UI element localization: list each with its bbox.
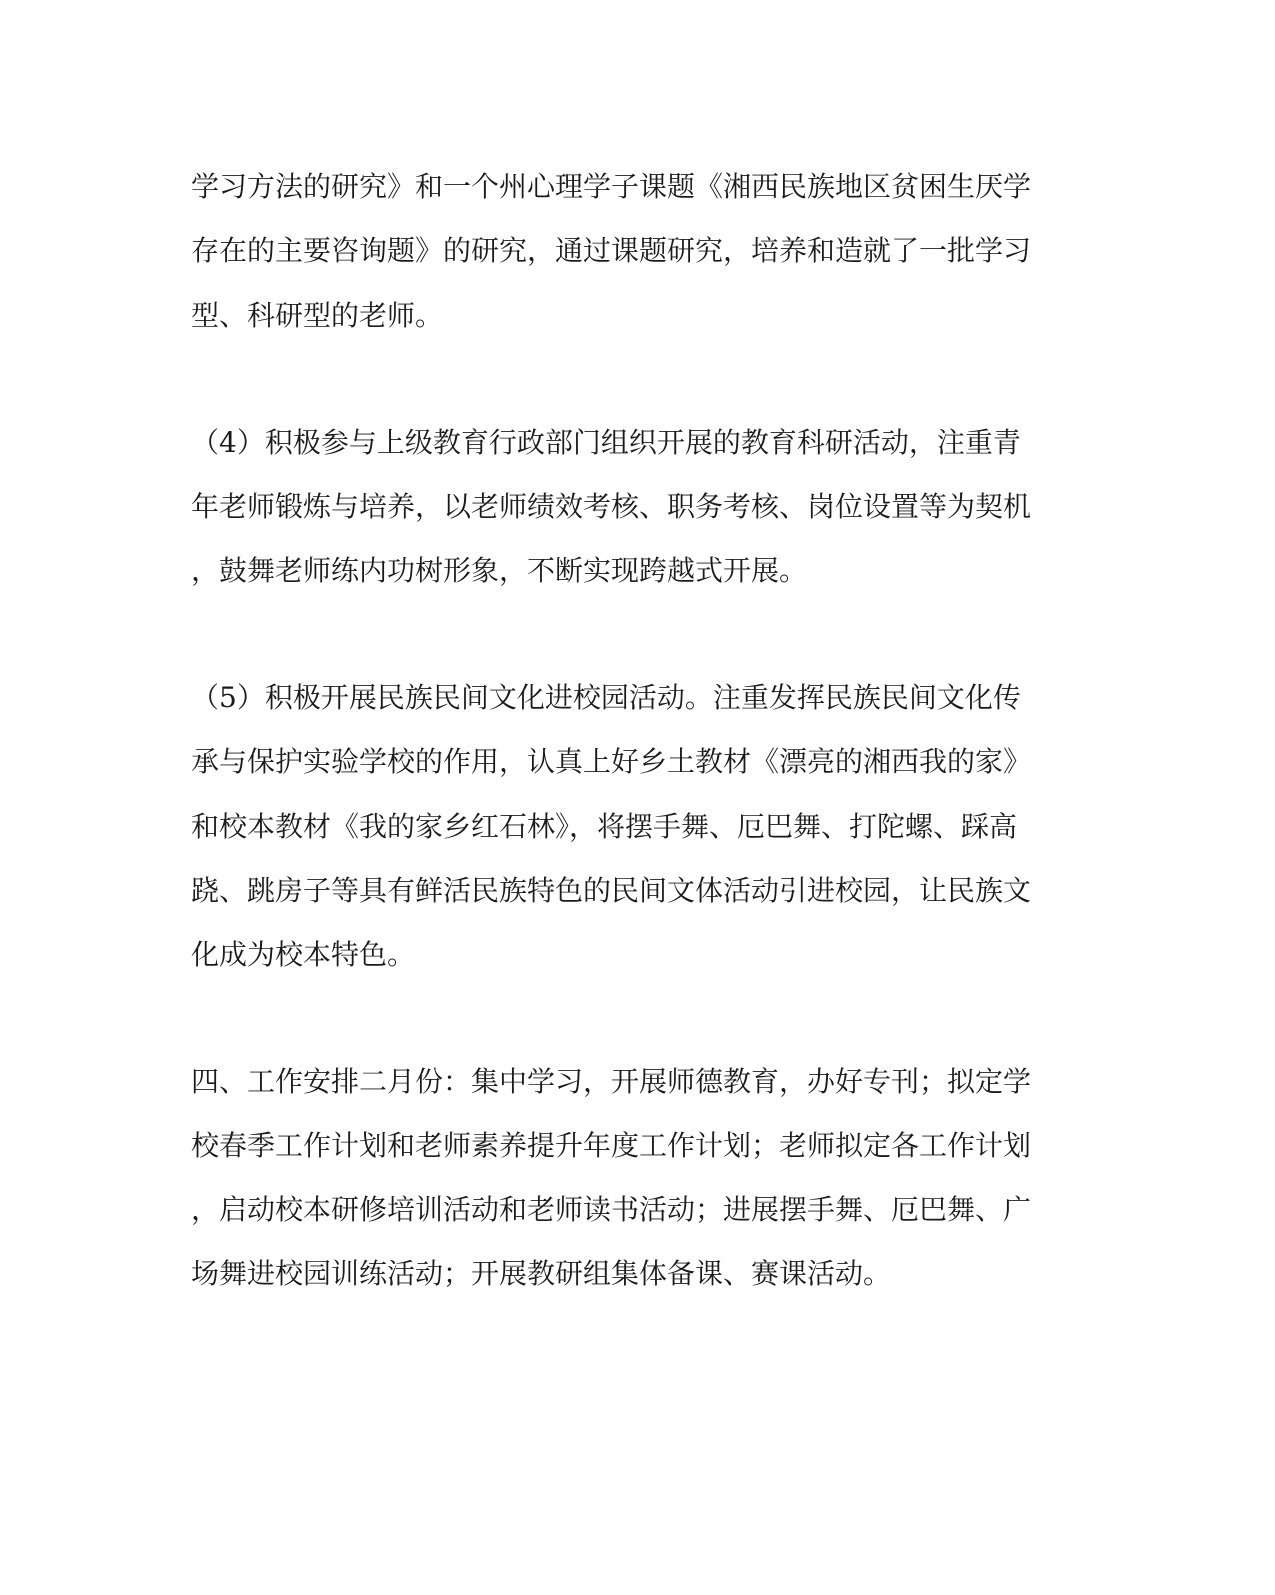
paragraph-3-line-1: （5）积极开展民族民间文化进校园活动。注重发挥民族民间文化传 <box>191 681 1021 714</box>
paragraph-3-line-5: 化成为校本特色。 <box>191 938 416 971</box>
paragraph-4-line-2: 校春季工作计划和老师素养提升年度工作计划；老师拟定各工作计划 <box>191 1129 1032 1162</box>
paragraph-2-line-3: ，鼓舞老师练内功树形象，不断实现跨越式开展。 <box>191 554 808 587</box>
paragraph-4-line-3: ，启动校本研修培训活动和老师读书活动；进展摆手舞、厄巴舞、广 <box>191 1193 1032 1226</box>
paragraph-4-line-4: 场舞进校园训练活动；开展教研组集体备课、赛课活动。 <box>191 1257 892 1290</box>
paragraph-3-line-2: 承与保护实验学校的作用，认真上好乡土教材《漂亮的湘西我的家》 <box>191 745 1032 778</box>
paragraph-2-line-1: （4）积极参与上级教育行政部门组织开展的教育科研活动，注重青 <box>191 426 1021 459</box>
paragraph-3-line-3: 和校本教材《我的家乡红石林》，将摆手舞、厄巴舞、打陀螺、踩高 <box>191 810 1018 843</box>
paragraph-3-line-4: 跷、跳房子等具有鲜活民族特色的民间文体活动引进校园，让民族文 <box>191 874 1032 907</box>
paragraph-4-line-1: 四、工作安排二月份：集中学习，开展师德教育，办好专刊；拟定学 <box>191 1065 1032 1098</box>
paragraph-1-line-3: 型、科研型的老师。 <box>191 299 444 332</box>
paragraph-1-line-1: 学习方法的研究》和一个州心理学子课题《湘西民族地区贫困生厌学 <box>191 170 1032 203</box>
paragraph-2-line-2: 年老师锻炼与培养，以老师绩效考核、职务考核、岗位设置等为契机 <box>191 490 1032 523</box>
paragraph-1-line-2: 存在的主要咨询题》的研究，通过课题研究，培养和造就了一批学习 <box>191 234 1032 267</box>
